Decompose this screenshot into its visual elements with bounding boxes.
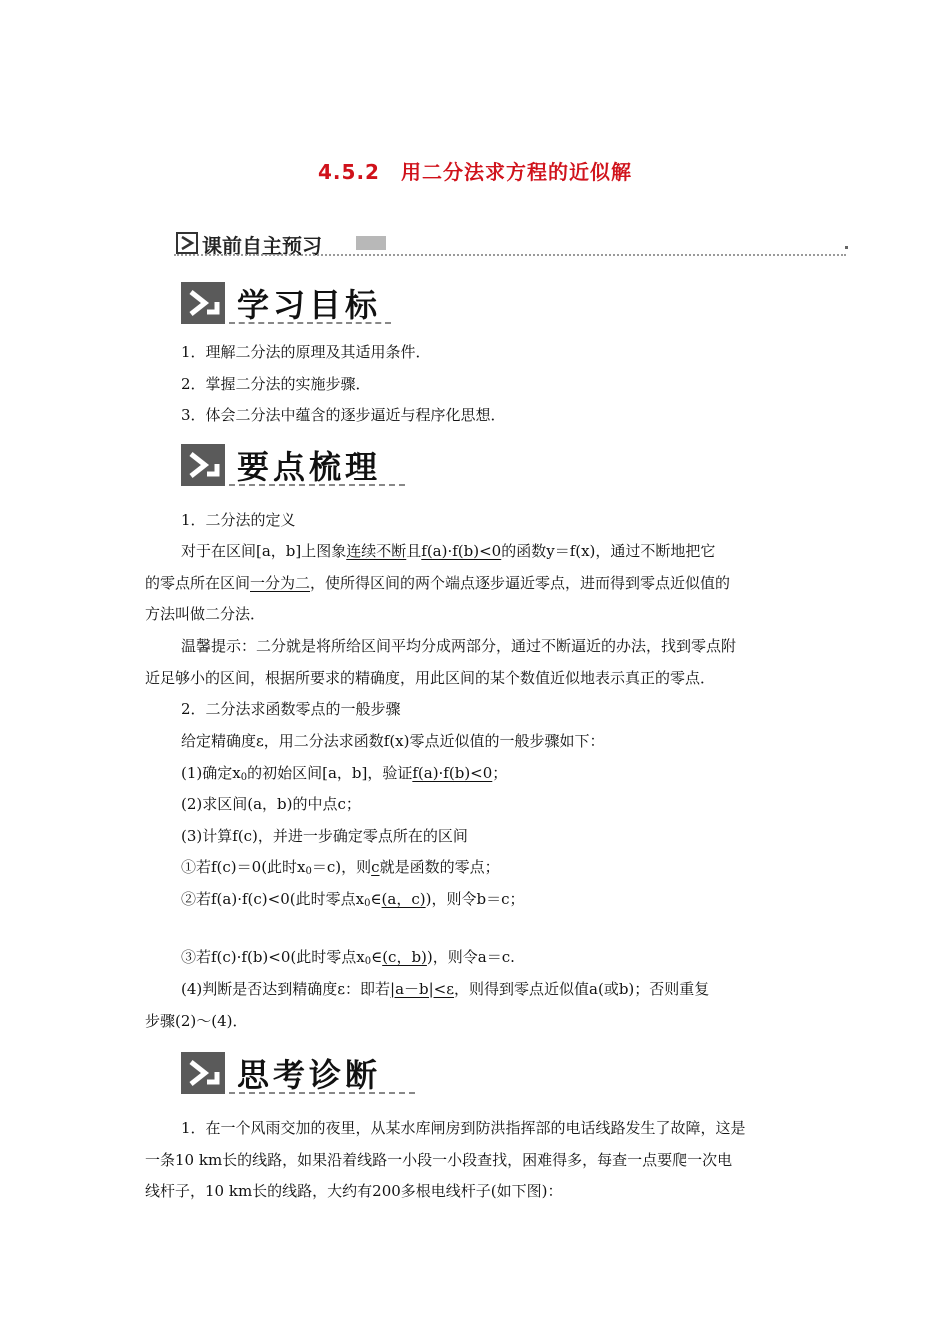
section-dash-line bbox=[229, 322, 391, 324]
underlined-term: f(a)·f(b)<0 bbox=[421, 542, 502, 560]
goal-item: 1．理解二分法的原理及其适用条件． bbox=[181, 343, 431, 361]
goal-item: 2．掌握二分法的实施步骤． bbox=[181, 375, 371, 393]
banner-rule-dot bbox=[845, 246, 848, 249]
kp-definition-line: 的零点所在区间一分为二，使所得区间的两个端点逐步逼近零点，进而得到零点近似值的 bbox=[145, 574, 731, 592]
page-title: 4.5.2 用二分法求方程的近似解 bbox=[318, 160, 632, 184]
arrow-box-icon bbox=[176, 232, 198, 254]
kp-step-line: (4)判断是否达到精确度ε：即若|a－b|<ε，则得到零点近似值a(或b)；否则重复 bbox=[181, 980, 710, 998]
underlined-term: (a，c) bbox=[381, 890, 426, 908]
kp-heading: 1．二分法的定义 bbox=[181, 511, 296, 529]
section-header-goals bbox=[181, 282, 393, 328]
section-title: 学习目标 bbox=[237, 286, 382, 324]
section-dash-line bbox=[229, 1092, 415, 1094]
kp-case-line: ②若f(a)·f(c)<0(此时零点$x_0\in(a$，c))，则令b＝c； bbox=[181, 890, 525, 909]
banner-rule bbox=[174, 254, 846, 256]
kp-step-line: (1)确定$x_0$的初始区间[a，b]，验证f(a)·f(b)<0； bbox=[181, 764, 508, 783]
kp-heading: 2．二分法求函数零点的一般步骤 bbox=[181, 700, 401, 718]
underlined-term: |a－b|<ε bbox=[390, 980, 455, 998]
underlined-term: c bbox=[371, 858, 380, 876]
goal-item: 3．体会二分法中蕴含的逐步逼近与程序化思想． bbox=[181, 406, 506, 424]
underlined-term: f(a)·f(b)<0 bbox=[412, 764, 493, 782]
section-title: 思考诊断 bbox=[237, 1056, 382, 1094]
kp-definition-line: 对于在区间[a，b]上图象连续不断且f(a)·f(b)<0的函数y＝f(x)，通过不断地把它 bbox=[181, 542, 716, 560]
section-arrow-icon bbox=[181, 282, 225, 324]
kp-step-line: (2)求区间(a，b)的中点c； bbox=[181, 795, 361, 813]
section-header-diagnosis bbox=[181, 1052, 419, 1098]
banner-label: 课前自主预习 bbox=[202, 234, 322, 258]
underlined-term: 连续不断 bbox=[346, 542, 407, 560]
diag-paragraph-line: 线杆子，10 km长的线路，大约有200多根电线杆子(如下图)： bbox=[145, 1182, 563, 1200]
kp-tip-line: 温馨提示：二分就是将所给区间平均分成两部分，通过不断逼近的办法，找到零点附 bbox=[181, 637, 737, 655]
kp-definition-line: 方法叫做二分法． bbox=[145, 605, 266, 623]
section-dash-line bbox=[229, 484, 405, 486]
kp-tip-line: 近足够小的区间，根据所要求的精确度，用此区间的某个数值近似地表示真正的零点． bbox=[145, 669, 716, 687]
diag-paragraph-line: 一条10 km长的线路，如果沿着线路一小段一小段查找，困难得多，每查一点要爬一次电 bbox=[145, 1151, 733, 1169]
section-arrow-icon bbox=[181, 1052, 225, 1094]
kp-case-line: ③若f(c)·f(b)<0(此时零点$x_0\in(c$，b))，则令a＝c. bbox=[181, 948, 515, 967]
kp-step-line: 给定精确度ε，用二分法求函数f(x)零点近似值的一般步骤如下： bbox=[181, 732, 605, 750]
kp-step-line: (3)计算f(c)，并进一步确定零点所在的区间 bbox=[181, 827, 468, 845]
underlined-term: (c，b) bbox=[382, 948, 427, 966]
section-arrow-icon bbox=[181, 444, 225, 486]
kp-step-line: 步骤(2)～(4)． bbox=[145, 1012, 248, 1030]
underlined-term: 一分为二 bbox=[250, 574, 311, 592]
section-header-keypoints bbox=[181, 444, 409, 490]
preview-banner bbox=[174, 228, 848, 258]
kp-case-line: ①若f(c)＝0(此时$x_0=c$)，则c就是函数的零点； bbox=[181, 858, 500, 877]
section-title: 要点梳理 bbox=[237, 448, 382, 486]
banner-gray-block bbox=[356, 236, 386, 250]
diag-paragraph-line: 1．在一个风雨交加的夜里，从某水库闸房到防洪指挥部的电话线路发生了故障，这是 bbox=[181, 1119, 746, 1137]
